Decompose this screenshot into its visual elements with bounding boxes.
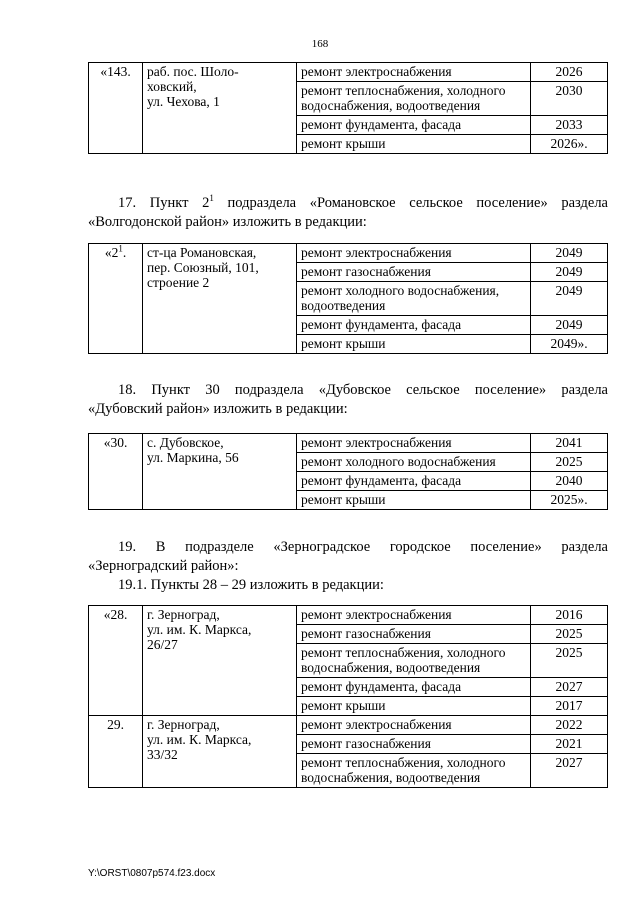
work-year: 2021 [531,735,608,754]
file-path-footer: Y:\ORST\0807p574.f23.docx [88,868,216,879]
work-type: ремонт фундамента, фасада [297,678,531,697]
work-year: 2017 [531,697,608,716]
work-year: 2049 [531,263,608,282]
work-type: ремонт теплоснабжения, холодного водоснабжения, водоотведения [297,754,531,788]
work-year: 2025 [531,625,608,644]
address-line: ул. Маркина, 56 [147,450,239,465]
work-year: 2049 [531,316,608,335]
address-line: ст-ца Романовская, [147,245,257,260]
table-item-143 [88,62,608,154]
work-type: ремонт крыши [297,697,531,716]
work-type: ремонт электроснабжения [297,716,531,735]
work-type: ремонт фундамента, фасада [297,472,531,491]
work-year: 2033 [531,116,608,135]
work-type: ремонт фундамента, фасада [297,116,531,135]
work-year: 2030 [531,82,608,116]
item-number [89,244,143,354]
paragraph-17 [88,194,608,232]
paragraph-line: «Дубовский район» изложить в редакции: [88,401,348,417]
work-year: 2049». [531,335,608,354]
text-run: подраздела «Романовское сельское поселение» раздела [213,195,608,211]
item-address [143,244,297,354]
item-address [143,63,297,154]
work-year: 2022 [531,716,608,735]
text-run: . [122,245,127,260]
table-row [89,434,608,453]
address-line: раб. пос. Шоло- [147,64,239,79]
table-item-2-1 [88,243,608,354]
work-year: 2016 [531,606,608,625]
address-line: ул. Чехова, 1 [147,94,220,109]
work-year: 2040 [531,472,608,491]
paragraph-line: 19.1. Пункты 28 – 29 изложить в редакции: [118,577,384,593]
work-type: ремонт фундамента, фасада [297,316,531,335]
address-line: ул. им. К. Маркса, [147,732,252,747]
work-type: ремонт крыши [297,491,531,510]
paragraph-line: «Волгодонской район» изложить в редакции: [88,214,367,230]
paragraph-line: 18. Пункт 30 подраздела «Дубовское сельское поселение» раздела [118,382,608,398]
text-run: 17. Пункт 2 [118,195,210,211]
text-run: «2 [104,245,119,260]
paragraph-19 [88,538,608,595]
work-year: 2027 [531,678,608,697]
address-line: 26/27 [147,637,178,652]
address-line: строение 2 [147,275,210,290]
address-line: г. Зерноград, [147,717,220,732]
address-line: ул. им. К. Маркса, [147,622,252,637]
work-type: ремонт электроснабжения [297,63,531,82]
address-line: пер. Союзный, 101, [147,260,259,275]
paragraph-18 [88,381,608,419]
work-year: 2025 [531,453,608,472]
superscript: 1 [118,243,123,254]
work-year: 2041 [531,434,608,453]
table-items-28-29 [88,605,608,788]
work-type: ремонт электроснабжения [297,244,531,263]
work-type: ремонт холодного водоснабжения [297,453,531,472]
item-number: «28. [89,606,143,716]
address-line: с. Дубовское, [147,435,224,450]
work-type: ремонт холодного водоснабжения, водоотведения [297,282,531,316]
address-line: ховский, [147,79,197,94]
work-year: 2025». [531,491,608,510]
table-row [89,63,608,82]
work-type: ремонт газоснабжения [297,735,531,754]
paragraph-line: «Зерноградский район»: [88,558,239,574]
work-type: ремонт газоснабжения [297,625,531,644]
item-address [143,716,297,788]
work-year: 2027 [531,754,608,788]
work-type: ремонт электроснабжения [297,606,531,625]
work-type: ремонт электроснабжения [297,434,531,453]
page-number: 168 [311,38,329,50]
work-year: 2049 [531,282,608,316]
table-row [89,606,608,625]
item-address [143,606,297,716]
work-type: ремонт теплоснабжения, холодного водоснабжения, водоотведения [297,644,531,678]
address-line: 33/32 [147,747,178,762]
work-type: ремонт крыши [297,135,531,154]
address-line: г. Зерноград, [147,607,220,622]
table-item-30 [88,433,608,510]
item-number: «30. [89,434,143,510]
table-row [89,244,608,263]
work-year: 2026». [531,135,608,154]
paragraph-line [88,194,608,213]
table-row [89,716,608,735]
work-type: ремонт газоснабжения [297,263,531,282]
item-number: «143. [89,63,143,154]
work-year: 2026 [531,63,608,82]
item-address [143,434,297,510]
superscript: 1 [209,193,214,204]
work-year: 2025 [531,644,608,678]
work-type: ремонт крыши [297,335,531,354]
item-number: 29. [89,716,143,788]
work-year: 2049 [531,244,608,263]
work-type: ремонт теплоснабжения, холодного водоснабжения, водоотведения [297,82,531,116]
paragraph-line: 19. В подразделе «Зерноградское городское поселение» раздела [118,539,608,555]
